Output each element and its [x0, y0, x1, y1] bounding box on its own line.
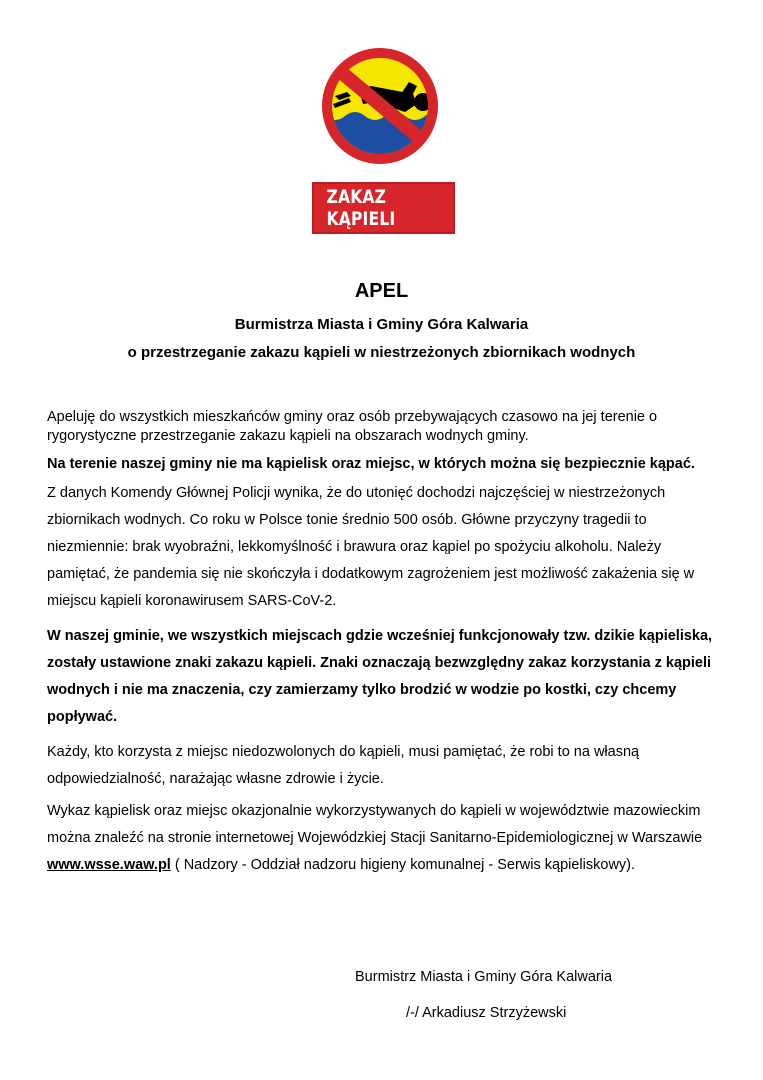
- subtitle-subject: o przestrzeganie zakazu kąpieli w niestrzeżonych zbiornikach wodnych: [127, 344, 636, 361]
- sign-plate: [312, 182, 455, 234]
- signature-name: /-/ Arkadiusz Strzyżewski: [406, 1005, 567, 1021]
- wsse-link[interactable]: www.wsse.waw.pl: [47, 857, 171, 873]
- paragraph-no-beaches: Na terenie naszej gminy nie ma kąpielisk oraz miejsc, w których można się bezpiecznie kąpać.: [47, 456, 695, 472]
- subtitle-author: Burmistrza Miasta i Gminy Góra Kalwaria: [234, 316, 529, 333]
- paragraph-list-tail: ( Nadzory - Oddział nadzoru higieny komunalnej - Serwis kąpieliskowy).: [170, 857, 636, 873]
- no-swimming-icon: [305, 46, 455, 166]
- signature-title: Burmistrz Miasta i Gminy Góra Kalwaria: [355, 969, 613, 985]
- paragraph-police-data: Z danych Komendy Głównej Policji wynika, że do utonięć dochodzi najczęściej w niestrzeżonych zbiornikach wodnych. Co roku w Polsce tonie średnio 500 osób. Główne przyczyny tragedii to niezmiennie: brak wyobraźni, lekkomyślność i brawura oraz kąpiel po spożyciu alkoholu. Należy pamiętać, że pandemia się nie skończyła i dodatkowym zagrożeniem jest możliwość zakażenia się w miejscu kąpieli koronawirusem SARS-CoV-2.: [47, 485, 695, 609]
- paragraph-list-text: Wykaz kąpielisk oraz miejsc okazjonalnie wykorzystywanych do kąpieli w województwie mazowieckim można znaleźć na stronie internetowej Wojewódzkiej Stacji Sanitarno-Epidemiologicznej w Warszawie: [47, 803, 703, 846]
- paragraph-appeal: Apeluję do wszystkich mieszkańców gminy oraz osób przebywających czasowo na jej terenie o rygorystyczne przestrzeganie zakazu kąpieli na obszarach wodnych gminy.: [47, 409, 658, 444]
- page-title: APEL: [354, 280, 409, 302]
- paragraph-signs: W naszej gminie, we wszystkich miejscach gdzie wcześniej funkcjonowały tzw. dzikie kąpieliska, zostały ustawione znaki zakazu kąpieli. Znaki oznaczają bezwzględny zakaz korzystania z kąpieli wodnych i nie ma znaczenia, czy zamierzamy tylko brodzić w wodzie po kostki, czy chcemy popływać.: [47, 628, 713, 725]
- paragraph-responsibility: Każdy, kto korzysta z miejsc niedozwolonych do kąpieli, musi pamiętać, że robi to na własną odpowiedzialność, narażając własne zdrowie i życie.: [47, 744, 640, 787]
- paragraph-list: [47, 798, 717, 879]
- no-swimming-sign: [305, 46, 455, 236]
- sign-label: ZAKAZ KĄPIELI: [326, 186, 396, 230]
- document-body: [47, 408, 717, 879]
